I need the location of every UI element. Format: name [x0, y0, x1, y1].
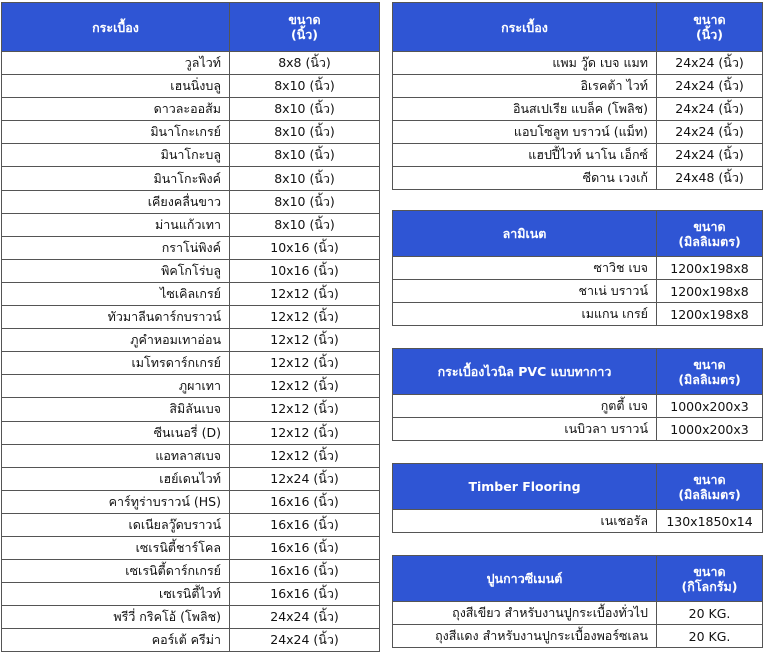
product-name: เซเรนิตี้ไวท์	[2, 583, 230, 606]
product-size: 12x12 (นิ้ว)	[230, 306, 380, 329]
product-name: พรีวี่ กริคโอ้ (โพลิช)	[2, 606, 230, 629]
table-row	[393, 257, 763, 280]
table-row	[393, 418, 763, 441]
product-size: 16x16 (นิ้ว)	[230, 536, 380, 559]
product-size: 8x10 (นิ้ว)	[230, 213, 380, 236]
table-row	[2, 444, 380, 467]
table-row	[393, 602, 763, 625]
table-row	[2, 144, 380, 167]
table-row	[2, 560, 380, 583]
product-size: 24x24 (นิ้ว)	[657, 75, 763, 98]
product-name: เฮนนิ่งบลู	[2, 75, 230, 98]
table-row	[2, 375, 380, 398]
product-size: 12x12 (นิ้ว)	[230, 444, 380, 467]
product-name: มินาโกะเกรย์	[2, 121, 230, 144]
header-product: ลามิเนต	[393, 211, 657, 257]
product-name: อิเรคต้า ไวท์	[393, 75, 657, 98]
product-size: 12x12 (นิ้ว)	[230, 282, 380, 305]
product-size: 24x24 (นิ้ว)	[657, 52, 763, 75]
table-row	[2, 606, 380, 629]
table-row	[2, 282, 380, 305]
table-row	[2, 467, 380, 490]
product-name: ซาวิช เบจ	[393, 257, 657, 280]
table-row	[2, 536, 380, 559]
table-row	[393, 98, 763, 121]
header-size: ขนาด (มิลลิเมตร)	[657, 464, 763, 510]
product-size: 12x12 (นิ้ว)	[230, 352, 380, 375]
product-name: คาร์ทูร่าบราวน์ (HS)	[2, 490, 230, 513]
product-size: 24x24 (นิ้ว)	[657, 121, 763, 144]
cement-table	[392, 555, 763, 648]
product-name: ถุงสีเขียว สำหรับงานปูกระเบื้องทั่วไป	[393, 602, 657, 625]
table-row	[2, 236, 380, 259]
product-name: เซเรนิตี้ชาร์โคล	[2, 536, 230, 559]
product-size: 1200x198x8	[657, 257, 763, 280]
product-name: แฮปปี้ไวท์ นาโน เอ็กซ์	[393, 144, 657, 167]
product-size: 8x10 (นิ้ว)	[230, 75, 380, 98]
table-row	[2, 629, 380, 652]
product-name: อินสเปเรีย แบล็ค (โพลิช)	[393, 98, 657, 121]
product-name: เนเชอรัล	[393, 510, 657, 533]
product-size: 24x24 (นิ้ว)	[657, 144, 763, 167]
product-size: 24x24 (นิ้ว)	[230, 606, 380, 629]
table-row	[393, 167, 763, 190]
table-row	[2, 98, 380, 121]
table-row	[2, 190, 380, 213]
table-row	[2, 213, 380, 236]
table-row	[393, 395, 763, 418]
product-name: มินาโกะบลู	[2, 144, 230, 167]
table-row	[393, 625, 763, 648]
product-size: 8x10 (นิ้ว)	[230, 167, 380, 190]
product-name: ซีดาน เวงเก้	[393, 167, 657, 190]
product-name: กราโน่พิงค์	[2, 236, 230, 259]
table-row	[2, 421, 380, 444]
header-product: Timber Flooring	[393, 464, 657, 510]
pvc-table	[392, 348, 763, 441]
table-row	[393, 144, 763, 167]
table-row	[2, 75, 380, 98]
product-name: เมแกน เกรย์	[393, 303, 657, 326]
product-size: 8x8 (นิ้ว)	[230, 52, 380, 75]
product-size: 16x16 (นิ้ว)	[230, 513, 380, 536]
product-size: 16x16 (นิ้ว)	[230, 490, 380, 513]
product-size: 24x24 (นิ้ว)	[230, 629, 380, 652]
table-row	[2, 490, 380, 513]
table-row	[2, 583, 380, 606]
table-row	[393, 121, 763, 144]
product-name: พิคโกโร่บลู	[2, 259, 230, 282]
table-row	[2, 121, 380, 144]
table-row	[2, 352, 380, 375]
product-name: แอทลาสเบจ	[2, 444, 230, 467]
product-name: ชาเน่ บราวน์	[393, 280, 657, 303]
table-row	[393, 303, 763, 326]
product-size: 12x12 (นิ้ว)	[230, 421, 380, 444]
product-size: 10x16 (นิ้ว)	[230, 236, 380, 259]
header-size: ขนาด (นิ้ว)	[657, 3, 763, 52]
product-name: แอบโซลูท บราวน์ (แม็ท)	[393, 121, 657, 144]
header-product: กระเบื้อง	[393, 3, 657, 52]
product-name: ภูผาเทา	[2, 375, 230, 398]
product-size: 16x16 (นิ้ว)	[230, 560, 380, 583]
table-row	[2, 306, 380, 329]
product-size: 1200x198x8	[657, 303, 763, 326]
header-size: ขนาด (นิ้ว)	[230, 3, 380, 52]
table-row	[393, 52, 763, 75]
product-name: ซีนเนอรี่ (D)	[2, 421, 230, 444]
product-size: 10x16 (นิ้ว)	[230, 259, 380, 282]
tile-table-main	[1, 2, 380, 652]
product-name: เมโทรดาร์กเกรย์	[2, 352, 230, 375]
product-name: ทัวมาลีนดาร์กบราวน์	[2, 306, 230, 329]
product-name: เดเนียลวู๊ดบราวน์	[2, 513, 230, 536]
product-name: ไซเคิลเกรย์	[2, 282, 230, 305]
product-size: 1000x200x3	[657, 395, 763, 418]
product-name: เฮย์เดนไวท์	[2, 467, 230, 490]
table-row	[2, 52, 380, 75]
table-row	[2, 513, 380, 536]
product-name: แพม วู๊ด เบจ แมท	[393, 52, 657, 75]
product-name: กูตตี้ เบจ	[393, 395, 657, 418]
product-size: 24x48 (นิ้ว)	[657, 167, 763, 190]
table-row	[2, 398, 380, 421]
product-name: ถุงสีแดง สำหรับงานปูกระเบื้องพอร์ซเลน	[393, 625, 657, 648]
product-size: 12x12 (นิ้ว)	[230, 398, 380, 421]
product-name: เซเรนิตี้ดาร์กเกรย์	[2, 560, 230, 583]
product-name: ดาวละออส้ม	[2, 98, 230, 121]
header-product: กระเบื้องไวนิล PVC แบบทากาว	[393, 349, 657, 395]
header-product: กระเบื้อง	[2, 3, 230, 52]
tile-table-second	[392, 2, 763, 190]
laminate-table	[392, 210, 763, 326]
product-size: 20 KG.	[657, 602, 763, 625]
table-row	[393, 280, 763, 303]
table-row	[393, 510, 763, 533]
product-size: 8x10 (นิ้ว)	[230, 121, 380, 144]
product-name: ม่านแก้วเทา	[2, 213, 230, 236]
product-size: 8x10 (นิ้ว)	[230, 190, 380, 213]
table-row	[2, 259, 380, 282]
product-size: 24x24 (นิ้ว)	[657, 98, 763, 121]
product-name: สิมิลันเบจ	[2, 398, 230, 421]
product-size: 1200x198x8	[657, 280, 763, 303]
product-name: วูลไวท์	[2, 52, 230, 75]
product-size: 20 KG.	[657, 625, 763, 648]
product-size: 130x1850x14	[657, 510, 763, 533]
timber-table	[392, 463, 763, 533]
product-size: 8x10 (นิ้ว)	[230, 144, 380, 167]
product-size: 12x24 (นิ้ว)	[230, 467, 380, 490]
product-size: 8x10 (นิ้ว)	[230, 98, 380, 121]
product-name: ภูคำหอมเทาอ่อน	[2, 329, 230, 352]
product-name: มินาโกะพิงค์	[2, 167, 230, 190]
product-size: 1000x200x3	[657, 418, 763, 441]
header-size: ขนาด (มิลลิเมตร)	[657, 349, 763, 395]
header-size: ขนาด (มิลลิเมตร)	[657, 211, 763, 257]
product-name: เคียงคลื่นขาว	[2, 190, 230, 213]
header-product: ปูนกาวซีเมนต์	[393, 556, 657, 602]
product-size: 12x12 (นิ้ว)	[230, 329, 380, 352]
product-name: คอร์เต้ ครีม่า	[2, 629, 230, 652]
table-row	[393, 75, 763, 98]
table-row	[2, 167, 380, 190]
header-size: ขนาด (กิโลกรัม)	[657, 556, 763, 602]
table-row	[2, 329, 380, 352]
product-size: 16x16 (นิ้ว)	[230, 583, 380, 606]
product-size: 12x12 (นิ้ว)	[230, 375, 380, 398]
product-name: เนบิวลา บราวน์	[393, 418, 657, 441]
